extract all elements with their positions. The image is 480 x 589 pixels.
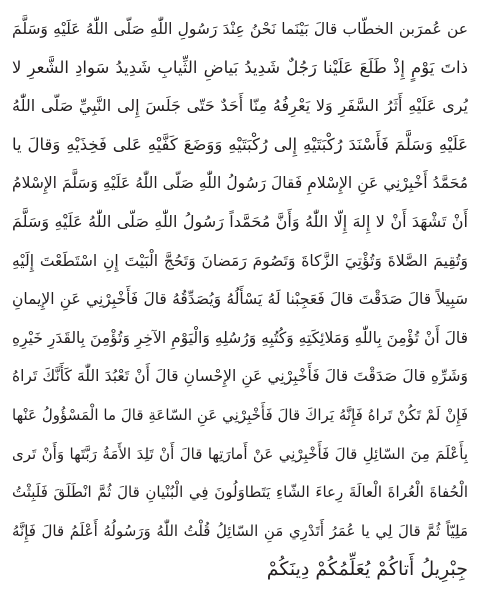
text-line: الْحُفاةَ الْعُراةَ الْعالَةَ رِعاءَ الشّاءِ يَتَطاوَلُونَ فِي الْبُنْيانِ قالَ ثُمَّ انْطَلَقَ فَلَبِثْتُ — [12, 483, 468, 502]
text-line: أَنْ تَشْهَدَ أَنْ لا إِلهَ إِلّا اللّٰهُ وَأَنَّ مُحَمَّداً رَسُولُ اللّٰهِ صَلّى اللّٰهُ عَلَيْهِ وَسَلَّمَ — [12, 211, 468, 231]
text-line: ذاتَ يَوْمٍ إِذْ طَلَعَ عَلَيْنا رَجُلٌ شَدِيدُ بَياضِ الثِّيابِ شَدِيدُ سَوادِ الشَّعرِ لا — [12, 57, 468, 77]
hadith-text — [12, 10, 468, 589]
text-line: قالَ أَنْ تُؤْمِنَ بِاللّٰهِ وَمَلائِكَتِهِ وَكُتُبِهِ وَرُسُلِهِ وَالْيَوْمِ الآخِرِ وَتُؤْمِنَ بِالقَدَرِ خَيْرِهِ — [12, 328, 468, 347]
text-line: وَتُقِيمَ الصَّلاةَ وَتُؤْتِيَ الزَّكاةَ وَتَصُومَ رَمَضانَ وَتَحُجَّ الْبَيْتَ إِنِ اسْتَطَعْتَ إِلَيْهِ — [12, 251, 468, 270]
text-line-final: جِبْرِيلُ أَتاكُمْ يُعَلِّمُكُمْ دِينَكُمْ — [266, 558, 468, 581]
text-line: سَبِيلاً قالَ صَدَقْتَ قالَ فَعَجِبْنا لَهُ يَسْأَلُهُ وَيُصَدِّقُهُ قالَ فَأَخْبِرْنِي عَنِ الإِيمانِ — [12, 290, 468, 309]
text-line: عَلَيْهِ وَسَلَّمَ فَأَسْنَدَ رُكْبَتَيْهِ إِلى رُكْبَتَيْهِ وَوَضَعَ كَفَّيْهِ عَلى فَخِذَيْهِ وَقالَ يا — [12, 134, 468, 154]
text-line: عن عُمرَبن الخطّاب قالَ بَيْنَما نَحْنُ عِنْدَ رَسُولِ اللّٰهِ صَلّى اللّٰهُ عَلَيْهِ وَسَلَّمَ — [12, 20, 468, 38]
text-line: مَلِيّاً ثُمَّ قالَ لِي يا عُمَرُ أَتَدْرِي مَنِ السّائِلُ قُلْتُ اللّٰهُ وَرَسُولُهُ أَعْلَمُ قالَ فَإِنَّهُ — [12, 521, 468, 540]
text-line: فَإِنْ لَمْ تَكُنْ تَراهُ فَإِنَّهُ يَراكَ قالَ فَأَخْبِرْنِي عَنِ السّاعَةِ قالَ ما الْمَسْؤُولُ عَنْها — [12, 405, 468, 424]
text-line: وَشَرِّهِ قالَ صَدَقْتَ قالَ فَأَخْبِرْنِي عَنِ الإِحْسانِ قالَ أَنْ تَعْبُدَ اللّٰهَ كَأَنَّكَ تَراهُ — [12, 367, 468, 386]
text-line: مُحَمَّدُ أَخْبِرْنِي عَنِ الإِسْلامِ فَقالَ رَسُولُ اللّٰهِ صَلّى اللّٰهُ عَلَيْهِ وَسَلَّمَ الإِسْلامُ — [12, 174, 468, 193]
text-line: بِأَعْلَمَ مِنَ السّائِلِ قالَ فَأَخْبِرْنِي عَنْ أَمارَتِها قالَ أَنْ تَلِدَ الأَمَةُ رَبَّتَها وَأَنْ تَرى — [12, 444, 468, 463]
text-line: يُرى عَلَيْهِ أَثَرُ السَّفَرِ وَلا يَعْرِفُهُ مِنّا أَحَدٌ حَتّى جَلَسَ إِلى النَّبِيِّ صَلّى اللّٰهُ — [12, 96, 468, 116]
